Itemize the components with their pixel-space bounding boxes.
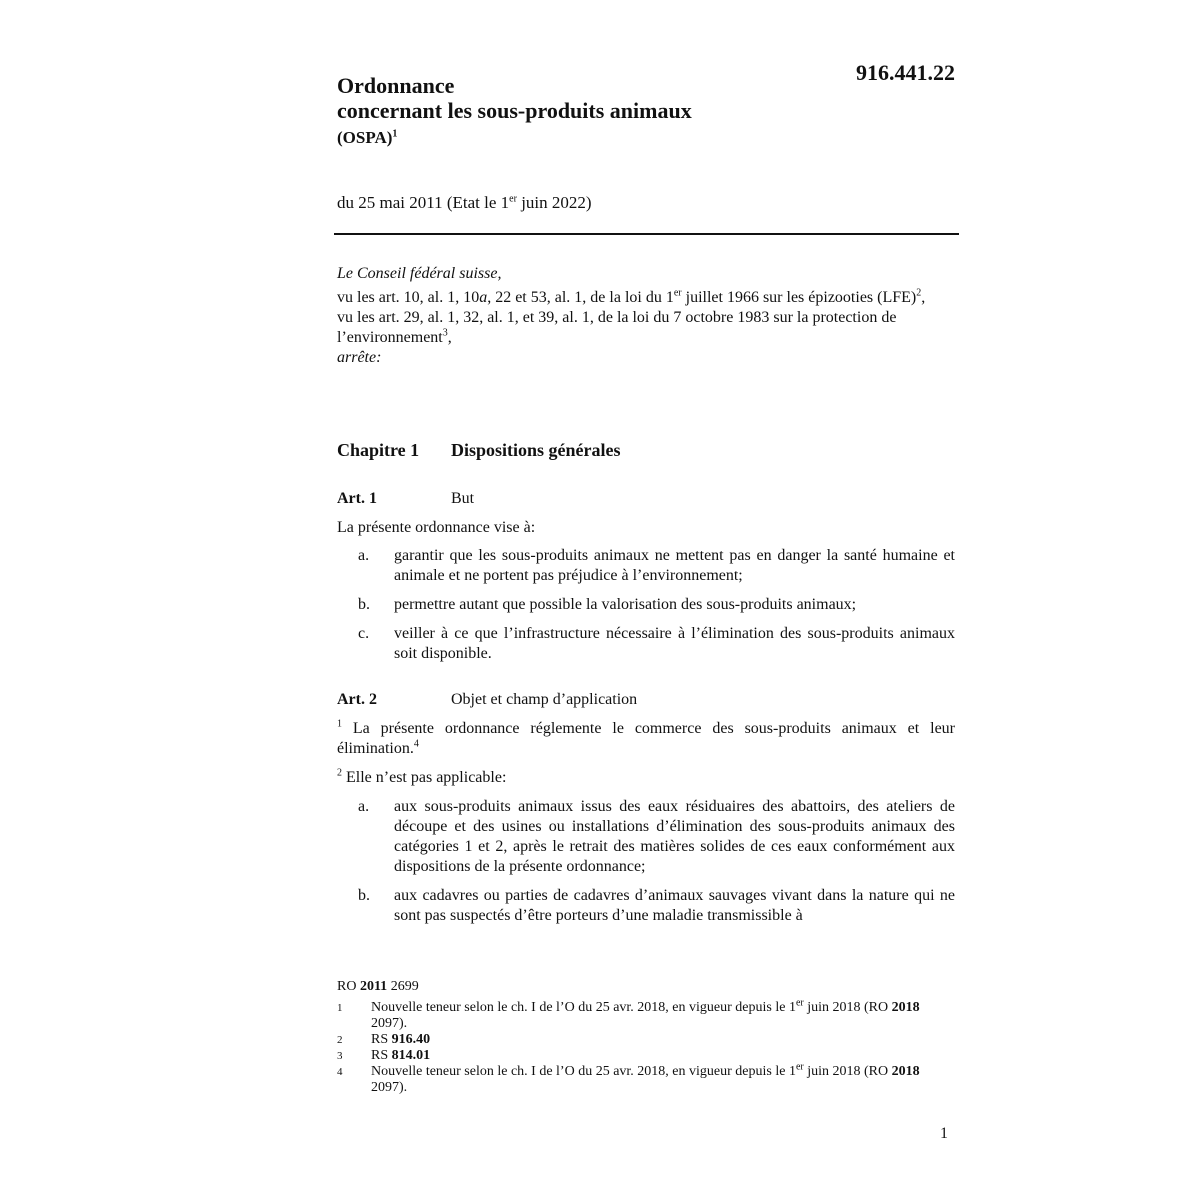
header-divider: [334, 233, 959, 235]
fn-bold: 2018: [891, 1000, 920, 1015]
item-letter: a.: [358, 798, 370, 815]
footnote-number: 4: [337, 1066, 343, 1078]
preamble: [337, 264, 955, 368]
fn-text: RS: [371, 1032, 392, 1047]
chapter-heading: [337, 440, 621, 461]
footnote-text: [371, 997, 951, 1032]
article-title: Objet et champ d’application: [451, 691, 638, 708]
chapter-number: Chapitre 1: [337, 440, 420, 460]
item-text: aux cadavres ou parties de cadavres d’animaux sauvages vivant dans la nature qui ne sont pas suspectés d’être porteurs d’une maladie transmissible à: [394, 887, 955, 924]
vu1-text-d: ,: [921, 289, 926, 306]
date-text-end: juin 2022): [516, 193, 592, 212]
title-line-3: [337, 127, 692, 149]
document-date: [337, 193, 592, 213]
vu1-superscript: er: [673, 287, 682, 299]
item-text: garantir que les sous-produits animaux ne mettent pas en danger la santé humaine et animale et ne portent pas préjudice à l’environnement;: [394, 547, 955, 584]
ro-text: RO: [337, 979, 360, 994]
article-number: Art. 1: [337, 490, 377, 507]
ro-page: 2699: [387, 979, 419, 994]
fn-bold: 916.40: [391, 1032, 431, 1047]
vu1-text-c: juillet 1966 sur les épizooties (LFE): [681, 289, 917, 306]
fn-bold: 2018: [891, 1064, 920, 1079]
title-line-2: concernant les sous-produits animaux: [337, 98, 692, 123]
footnote-number: 1: [337, 1002, 343, 1014]
title-abbreviation: (OSPA): [337, 128, 393, 147]
item-text: aux sous-produits animaux issus des eaux résiduaires des abattoirs, des ateliers de découpe et des usines ou installations d’élimination des sous-produits animaux des catégories 1 et 2, après le retrait des matières solides de ces eaux conformément aux dispositions de la présente ordonnance;: [394, 798, 955, 875]
footnote-ref[interactable]: 2: [916, 287, 922, 299]
page-number: 1: [940, 1125, 948, 1142]
footnote-ref[interactable]: 3: [442, 327, 448, 339]
fn-text-b: juin 2018 (RO: [803, 1000, 892, 1015]
ro-reference: [337, 979, 419, 995]
preamble-vu-2: [337, 308, 955, 348]
article-title: But: [451, 490, 475, 507]
article-1-heading: [337, 490, 955, 510]
preamble-authority: [337, 264, 955, 284]
fn-text-b: juin 2018 (RO: [803, 1064, 892, 1079]
fn-superscript: er: [795, 997, 804, 1009]
footnote: [337, 1048, 955, 1064]
preamble-arrete: arrête:: [337, 349, 382, 366]
item-letter: a.: [358, 547, 370, 564]
article-number: Art. 2: [337, 691, 377, 708]
title-line-1: Ordonnance: [337, 73, 455, 98]
vu2-text: vu les art. 29, al. 1, 32, al. 1, et 39, al. 1, de la loi du 7 octobre 1983 sur la protection de l’environnement: [337, 309, 897, 346]
paragraph-number: 1: [337, 718, 342, 730]
fn-superscript: er: [795, 1061, 804, 1073]
date-superscript: er: [509, 193, 517, 205]
fn-text-d: 2097).: [371, 1016, 408, 1031]
vu1-italic: a: [479, 289, 488, 306]
date-text: du 25 mai 2011 (Etat le 1: [337, 193, 510, 212]
footnote-ref[interactable]: 4: [413, 738, 419, 750]
article-2-paragraph-2: [337, 768, 955, 788]
fn-bold: 814.01: [391, 1048, 431, 1063]
item-letter: c.: [358, 625, 370, 642]
article-2-paragraph-1: [337, 719, 955, 759]
footnote-ref[interactable]: 1: [392, 128, 398, 140]
item-text: veiller à ce que l’infrastructure nécessaire à l’élimination des sous-produits animaux soit disponible.: [394, 625, 955, 662]
fn-text: Nouvelle teneur selon le ch. I de l’O du 25 avr. 2018, en vigueur depuis le 1: [371, 1000, 796, 1015]
item-letter: b.: [358, 887, 370, 904]
preamble-vu-1: [337, 288, 955, 308]
footnote-number: 2: [337, 1034, 343, 1046]
paragraph-text: Elle n’est pas applicable:: [342, 769, 507, 786]
fn-text: Nouvelle teneur selon le ch. I de l’O du 25 avr. 2018, en vigueur depuis le 1: [371, 1064, 796, 1079]
footnote: [337, 1032, 955, 1048]
article-1-intro: La présente ordonnance vise à:: [337, 519, 536, 536]
fn-text: RS: [371, 1048, 392, 1063]
footnote: [337, 997, 955, 1032]
fn-text-d: 2097).: [371, 1080, 408, 1095]
footnote-text: [371, 1048, 951, 1064]
vu1-text: vu les art. 10, al. 1, 10: [337, 289, 480, 306]
footnote-number: 3: [337, 1050, 343, 1062]
chapter-title: Dispositions générales: [451, 440, 621, 460]
footnote-text: [371, 1061, 951, 1096]
document-title: [337, 73, 692, 149]
ro-year: 2011: [359, 979, 388, 994]
authority-text: Le Conseil fédéral suisse,: [337, 265, 502, 282]
sr-number: 916.441.22: [856, 60, 955, 85]
article-2-heading: [337, 691, 955, 711]
vu2-text-b: ,: [447, 329, 452, 346]
footnote-text: [371, 1032, 951, 1048]
paragraph-number: 2: [337, 767, 342, 779]
paragraph-text: La présente ordonnance réglemente le commerce des sous-produits animaux et leur élimination.: [337, 720, 955, 757]
footnote: [337, 1061, 955, 1096]
item-text: permettre autant que possible la valorisation des sous-produits animaux;: [394, 596, 857, 613]
vu1-text-b: , 22 et 53, al. 1, de la loi du 1: [487, 289, 674, 306]
item-letter: b.: [358, 596, 370, 613]
